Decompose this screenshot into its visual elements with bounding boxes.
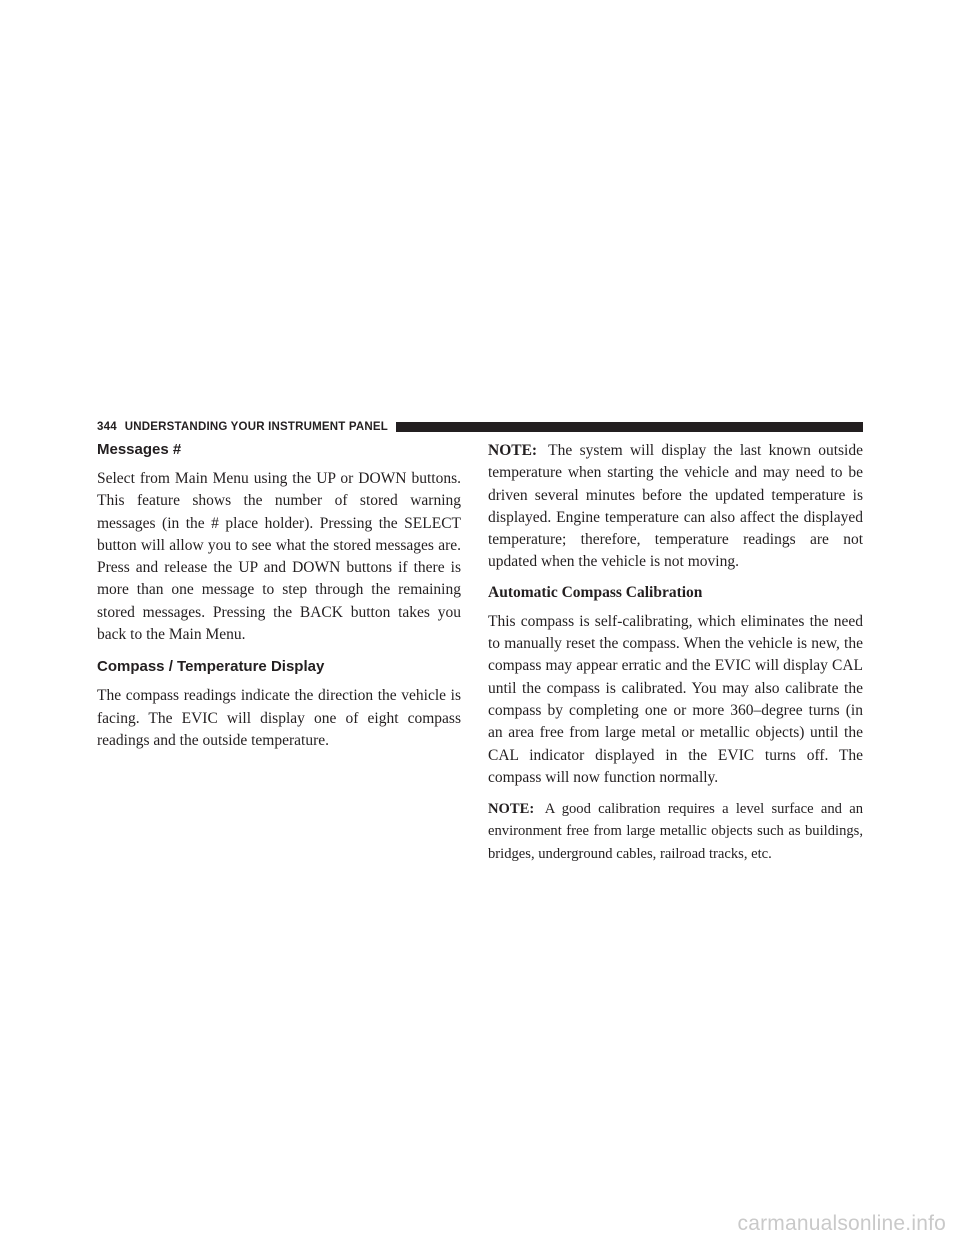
page-number: 344 (97, 421, 117, 433)
header-rule (396, 422, 863, 432)
calibration-heading: Automatic Compass Calibration (488, 583, 703, 601)
watermark: carmanualsonline.info (737, 1212, 946, 1235)
compass-temperature-heading: Compass / Temperature Display (97, 658, 325, 676)
compass-paragraph: The compass readings indicate the direction the vehicle is facing. The EVIC will display one of eight compass readings and the outside temperature. (97, 687, 461, 749)
note-text: A good calibration requires a level surface and an environment free from large metallic objects such as buildings, bridges, underground cables, railroad tracks, etc. (488, 801, 863, 862)
left-column (97, 440, 461, 761)
note-label: NOTE: (488, 801, 535, 818)
note-label: NOTE: (488, 442, 538, 459)
section-title: UNDERSTANDING YOUR INSTRUMENT PANEL (124, 421, 388, 433)
temperature-note (488, 440, 863, 574)
note-text: The system will display the last known outside temperature when starting the vehicle and may need to be driven several minutes before the updated temperature is displayed. Engine temperature can also affect the displayed temperature; therefore, temperature readings are not updated when the vehicle is not moving. (488, 442, 863, 571)
messages-paragraph: Select from Main Menu using the UP or DOWN buttons. This feature shows the number of stored warning messages (in the # place holder). Pressing the SELECT button will allow you to see what the stored messages are. Press and release the UP and DOWN buttons if there is more than one message to step through the remaining stored messages. Pressing the BACK button takes you back to the Main Menu. (97, 470, 461, 644)
calibration-paragraph: This compass is self-calibrating, which eliminates the need to manually reset the compass. When the vehicle is new, the compass may appear erratic and the EVIC will display CAL until the compass is calibrated. You may also calibrate the compass by completing one or more 360–degree turns (in an area free from large metal or metallic objects) until the CAL indicator displayed in the EVIC turns off. The compass will now function normally. (488, 612, 863, 786)
messages-heading: Messages # (97, 441, 182, 458)
right-column (488, 440, 863, 874)
calibration-note (488, 798, 863, 865)
page-header (97, 419, 863, 435)
